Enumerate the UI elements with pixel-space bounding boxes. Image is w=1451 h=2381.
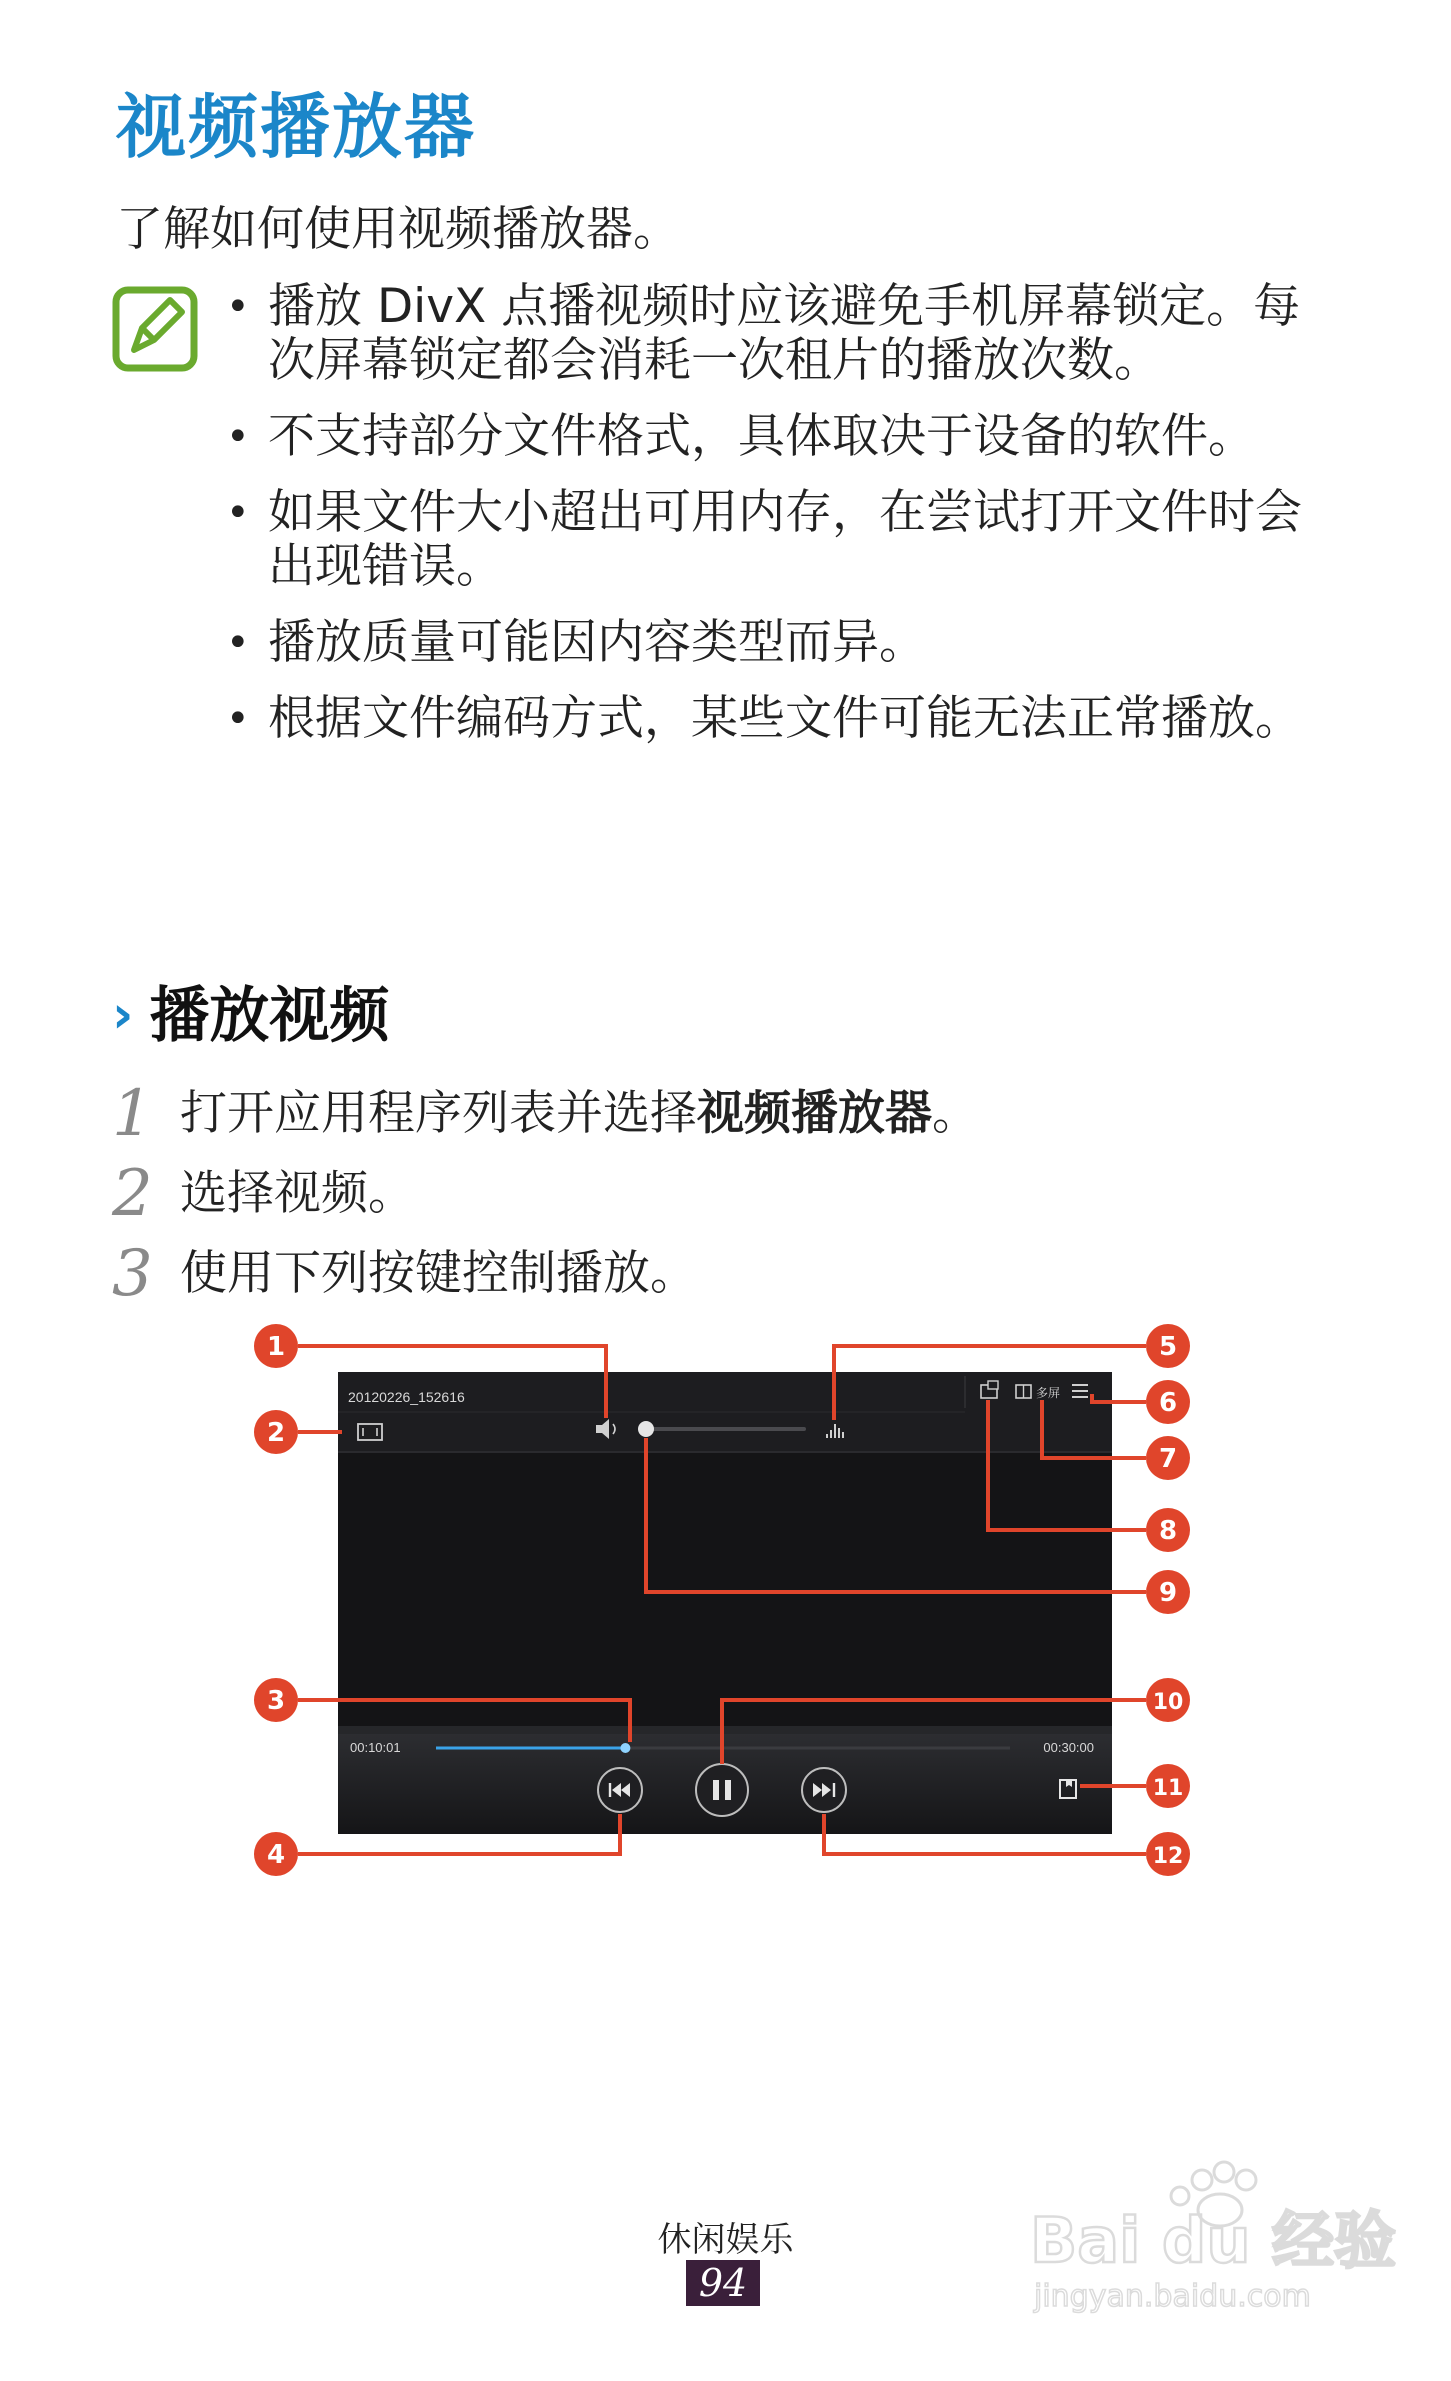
svg-text:6: 6	[1158, 1388, 1178, 1418]
watermark-url: jingyan.baidu.com	[1034, 2279, 1311, 2314]
chevron-right-icon: ›	[112, 985, 134, 1045]
svg-text:8: 8	[1158, 1516, 1178, 1546]
svg-text:4: 4	[266, 1840, 286, 1870]
callout-2	[254, 1410, 298, 1454]
intro-text: 了解如何使用视频播放器。	[116, 202, 680, 257]
video-filename: 20120226_152616	[348, 1389, 465, 1405]
total-duration: 00:30:00	[1043, 1740, 1094, 1755]
callout-10	[1146, 1678, 1190, 1722]
callout-4	[254, 1832, 298, 1876]
volume-slider-thumb[interactable]	[638, 1421, 654, 1437]
callout-6	[1146, 1380, 1190, 1424]
step-3: 3 使用下列按键控制播放。	[112, 1237, 697, 1311]
note-item: • 不支持部分文件格式，具体取决于设备的软件。	[226, 409, 1255, 464]
svg-text:12: 12	[1152, 1844, 1184, 1869]
progress-thumb[interactable]	[620, 1743, 630, 1753]
note-item: • 如果文件大小超出可用内存，在尝试打开文件时会出现错误。	[226, 485, 1302, 594]
step-1: 1 打开应用程序列表并选择视频播放器。	[112, 1077, 979, 1151]
callout-8	[1146, 1508, 1190, 1552]
svg-text:1: 1	[266, 1332, 286, 1362]
callout-7	[1146, 1436, 1190, 1480]
page-title: 视频播放器	[116, 86, 476, 168]
watermark-brand: Bai du 经验	[1030, 2204, 1397, 2277]
callout-3	[254, 1678, 298, 1722]
svg-text:9: 9	[1158, 1578, 1178, 1608]
svg-text:11: 11	[1152, 1776, 1184, 1801]
svg-text:2: 2	[266, 1418, 286, 1448]
page-number: 94	[686, 2260, 760, 2306]
pause-button[interactable]	[696, 1764, 748, 1816]
svg-text:3: 3	[266, 1686, 286, 1716]
rewind-button[interactable]	[598, 1768, 642, 1812]
elapsed-time: 00:10:01	[350, 1740, 401, 1755]
callout-9	[1146, 1570, 1190, 1614]
note-item: • 根据文件编码方式，某些文件可能无法正常播放。	[226, 691, 1302, 746]
section-heading: › 播放视频	[112, 981, 390, 1051]
note-item: • 播放质量可能因内容类型而异。	[226, 615, 926, 670]
svg-text:10: 10	[1152, 1690, 1184, 1715]
callout-5	[1146, 1324, 1190, 1368]
step-2: 2 选择视频。	[112, 1157, 415, 1231]
baidu-watermark	[1020, 2150, 1400, 2320]
svg-text:5: 5	[1158, 1332, 1178, 1362]
callout-12	[1146, 1832, 1190, 1876]
callout-11	[1146, 1764, 1190, 1808]
svg-text:7: 7	[1158, 1444, 1178, 1474]
footer-section-label: 休闲娱乐	[657, 2220, 794, 2260]
note-item: • 播放 DivX 点播视频时应该避免手机屏幕锁定。每次屏幕锁定都会消耗一次租片的播放次数。	[226, 279, 1301, 388]
multi-window-label: 多屏	[1036, 1386, 1061, 1400]
fast-forward-button[interactable]	[802, 1768, 846, 1812]
callout-1	[254, 1324, 298, 1368]
